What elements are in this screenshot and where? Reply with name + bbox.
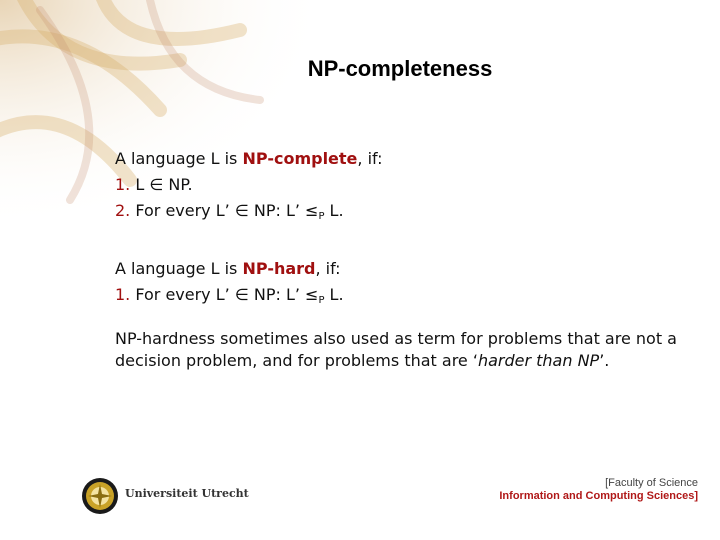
np-hard-term: NP-hard [242,259,316,278]
item-number: 2. [115,201,131,220]
note-emphasis: harder than NP [477,351,600,370]
item-text-end: L. [324,201,344,220]
np-hard-item-1 [115,282,695,314]
item-text: L ∈ NP. [135,175,193,194]
item-subscript: P [318,295,325,306]
faculty-line-1: [Faculty of Science [605,477,698,489]
item-text-end: L. [324,285,344,304]
university-name: Universiteit Utrecht [125,487,249,500]
item-subscript: P [318,211,325,222]
np-hard-definition [115,256,695,282]
item-number: 1. [115,285,131,304]
np-hard-intro: A language L is [115,259,243,278]
note-text: NP-hardness sometimes also used as term for problems that are not a decision problem, and for problems that are ‘ [115,329,677,370]
np-complete-item-1 [115,172,695,198]
np-complete-definition [115,146,695,172]
faculty-label [499,477,698,503]
slide-title: NP-completeness [307,56,493,81]
university-seal-icon [80,476,120,516]
slide-body [115,146,695,372]
note-end: ’. [599,351,610,370]
np-complete-item-2 [115,198,695,230]
item-number: 1. [115,175,131,194]
np-hard-suffix: , if: [315,259,341,278]
item-text: For every L’ ∈ NP: L’ ≤ [135,201,319,220]
np-complete-suffix: , if: [357,149,383,168]
np-complete-intro: A language L is [115,149,243,168]
faculty-line-2: Information and Computing Sciences] [499,490,698,502]
item-text: For every L’ ∈ NP: L’ ≤ [135,285,319,304]
np-complete-term: NP-complete [242,149,358,168]
np-hardness-note [115,328,695,372]
